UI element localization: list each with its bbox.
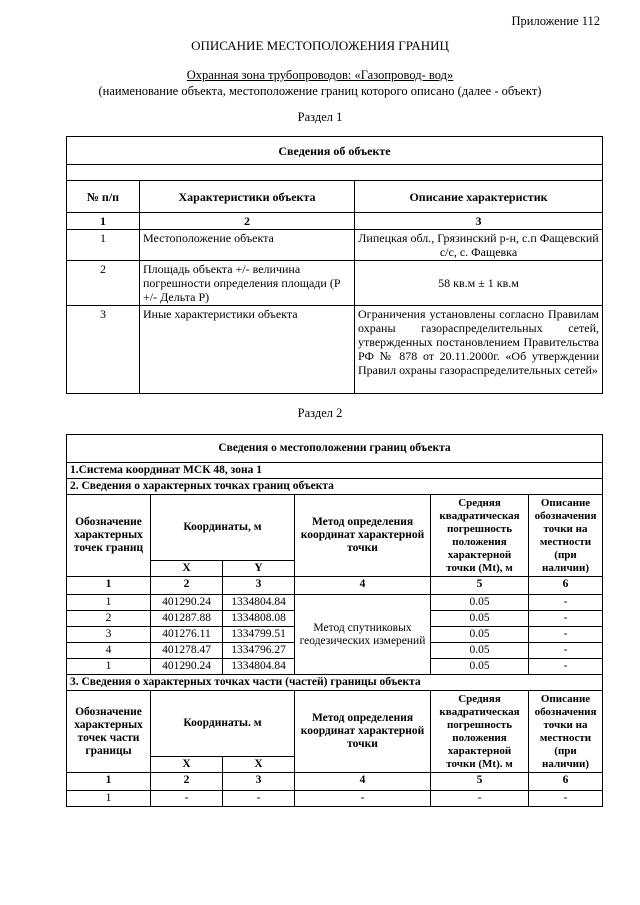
- row-number: 1: [67, 230, 140, 261]
- table-row: [67, 230, 603, 261]
- point-x: 401278.47: [151, 643, 223, 659]
- point-description: -: [529, 643, 603, 659]
- header-coordinates: Координаты, м: [151, 495, 295, 561]
- row-characteristic: Площадь объекта +/- величина погрешности определения площади (Р +/- Дельта Р): [140, 261, 355, 306]
- header-point-description: Описание обозначения точки на местности (при наличии): [529, 691, 603, 773]
- point-number: 1: [67, 595, 151, 611]
- header-y: X: [223, 757, 295, 773]
- point-number: 4: [67, 643, 151, 659]
- section-1-label: Раздел 1: [297, 110, 343, 124]
- header-accuracy: Средняя квадратическая погрешность положения характерной точки (Mt), м: [431, 495, 529, 577]
- section-2-label: Раздел 2: [297, 406, 343, 420]
- column-number: 6: [529, 773, 603, 791]
- point-y: 1334808.08: [223, 611, 295, 627]
- point-y: 1334804.84: [223, 595, 295, 611]
- point-accuracy: 0.05: [431, 627, 529, 643]
- table-row: [67, 306, 603, 394]
- point-number: 3: [67, 627, 151, 643]
- subsection-3-title: 3. Сведения о характерных точках части (частей) границы объекта: [67, 675, 603, 691]
- header-coordinates: Координаты. м: [151, 691, 295, 757]
- header-characteristic: Характеристики объекта: [140, 181, 355, 213]
- point-y: 1334796.27: [223, 643, 295, 659]
- point-x: 401287.88: [151, 611, 223, 627]
- part-point-x: -: [151, 791, 223, 807]
- header-x: X: [151, 561, 223, 577]
- object-info-table-title: Сведения об объекте: [67, 137, 603, 165]
- part-point-method: -: [295, 791, 431, 807]
- part-point-description: -: [529, 791, 603, 807]
- object-name: Охранная зона трубопроводов: «Газопровод- вод»: [186, 68, 454, 82]
- object-name-caption: (наименование объекта, местоположение границ которого описано (далее - объект): [98, 84, 542, 98]
- header-description: Описание характеристик: [355, 181, 603, 213]
- point-accuracy: 0.05: [431, 659, 529, 675]
- header-y: Y: [223, 561, 295, 577]
- row-description: Липецкая обл., Грязинский р-н, с.п Фащевский с/с, с. Фащевка: [355, 230, 603, 261]
- row-description: 58 кв.м ± 1 кв.м: [355, 261, 603, 306]
- point-y: 1334804.84: [223, 659, 295, 675]
- header-part-point-designation: Обозначение характерных точек части границы: [67, 691, 151, 773]
- row-characteristic: Иные характеристики объекта: [140, 306, 355, 394]
- column-number: 5: [431, 577, 529, 595]
- row-description: Ограничения установлены согласно Правилам охраны газораспределительных сетей, утвержденных постановлением Правительства РФ № 878 от 20.11.2000г. «Об утверждении Правил охраны газораспределительных сетей»: [355, 306, 603, 394]
- point-method: Метод спутниковых геодезических измерений: [295, 595, 431, 675]
- boundary-table-title: Сведения о местоположении границ объекта: [67, 435, 603, 463]
- point-accuracy: 0.05: [431, 643, 529, 659]
- column-number: 2: [151, 773, 223, 791]
- subsection-2-title: 2. Сведения о характерных точках границ объекта: [67, 479, 603, 495]
- header-method: Метод определения координат характерной точки: [295, 691, 431, 773]
- blank-row: [67, 165, 603, 181]
- appendix-number: Приложение 112: [511, 14, 600, 28]
- object-info-table: [66, 136, 603, 394]
- point-y: 1334799.51: [223, 627, 295, 643]
- part-point-accuracy: -: [431, 791, 529, 807]
- header-number: № п/п: [67, 181, 140, 213]
- column-number: 6: [529, 577, 603, 595]
- table-row: [67, 261, 603, 306]
- table-row: [67, 791, 603, 807]
- point-description: -: [529, 611, 603, 627]
- point-accuracy: 0.05: [431, 595, 529, 611]
- header-accuracy: Средняя квадратическая погрешность положения характерной точки (Mt). м: [431, 691, 529, 773]
- column-number: 2: [140, 213, 355, 230]
- header-point-designation: Обозначение характерных точек границ: [67, 495, 151, 577]
- point-description: -: [529, 627, 603, 643]
- point-description: -: [529, 595, 603, 611]
- part-point-number: 1: [67, 791, 151, 807]
- column-number: 4: [295, 773, 431, 791]
- header-point-description: Описание обозначения точки на местности (при наличии): [529, 495, 603, 577]
- row-number: 2: [67, 261, 140, 306]
- column-number: 3: [223, 577, 295, 595]
- point-number: 2: [67, 611, 151, 627]
- header-method: Метод определения координат характерной точки: [295, 495, 431, 577]
- point-x: 401290.24: [151, 595, 223, 611]
- point-description: -: [529, 659, 603, 675]
- column-number: 5: [431, 773, 529, 791]
- column-number: 1: [67, 577, 151, 595]
- point-accuracy: 0.05: [431, 611, 529, 627]
- coordinate-system: 1.Система координат МСК 48, зона 1: [67, 463, 603, 479]
- row-characteristic: Местоположение объекта: [140, 230, 355, 261]
- table-row: [67, 595, 603, 611]
- point-number: 1: [67, 659, 151, 675]
- boundary-location-table: [66, 434, 603, 807]
- column-number: 3: [355, 213, 603, 230]
- column-number: 4: [295, 577, 431, 595]
- part-point-y: -: [223, 791, 295, 807]
- document-title: ОПИСАНИЕ МЕСТОПОЛОЖЕНИЯ ГРАНИЦ: [191, 38, 449, 53]
- column-number: 3: [223, 773, 295, 791]
- point-x: 401290.24: [151, 659, 223, 675]
- point-x: 401276.11: [151, 627, 223, 643]
- row-number: 3: [67, 306, 140, 394]
- column-number: 2: [151, 577, 223, 595]
- column-number: 1: [67, 773, 151, 791]
- header-x: X: [151, 757, 223, 773]
- column-number: 1: [67, 213, 140, 230]
